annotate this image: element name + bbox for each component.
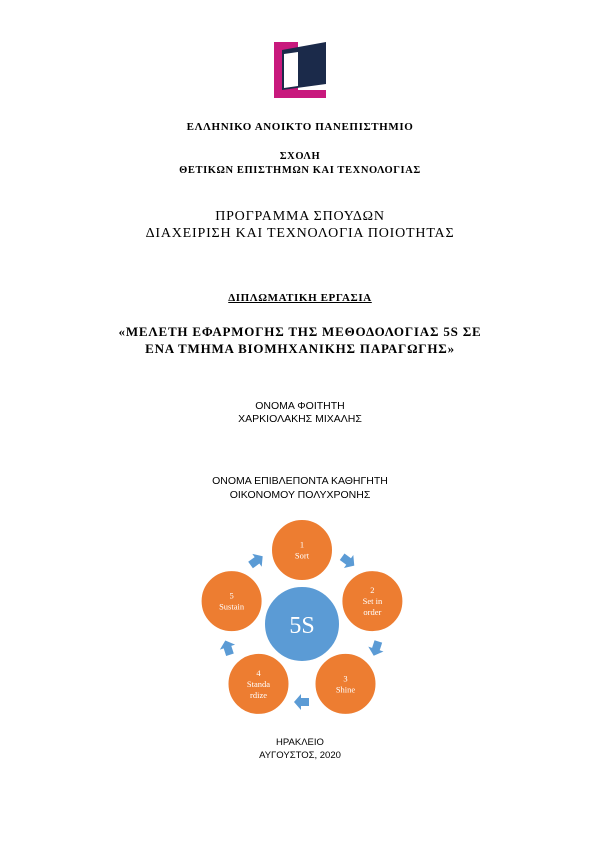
thesis-title-line1: «ΜΕΛΕΤΗ ΕΦΑΡΜΟΓΗΣ ΤΗΣ ΜΕΘΟΔΟΛΟΓΙΑΣ 5S ΣΕ (118, 324, 482, 339)
cycle-arrow-1 (337, 550, 359, 572)
student-name: ΧΑΡΚΙΟΛΑΚΗΣ ΜΙΧΑΛΗΣ (238, 413, 362, 425)
step-label-4-line-2: rdize (250, 689, 267, 700)
step-label-1-line-1: Sort (294, 550, 310, 561)
step-label-4-line-1: Standa (246, 678, 271, 689)
step-label-3-line-1: Shine (335, 684, 356, 695)
thesis-label: ΔΙΠΛΩΜΑΤΙΚΗ ΕΡΓΑΣΙΑ (228, 292, 372, 304)
school-name: ΘΕΤΙΚΩΝ ΕΠΙΣΤΗΜΩΝ ΚΑΙ ΤΕΧΝΟΛΟΓΙΑΣ (179, 165, 421, 176)
university-logo (270, 40, 330, 100)
step-number-2: 2 (370, 585, 375, 596)
logo-white-fold (284, 52, 298, 88)
step-label-5-line-1: Sustain (219, 601, 245, 612)
step-number-3: 3 (343, 673, 348, 684)
step-number-4: 4 (256, 667, 261, 678)
cycle-arrow-3 (294, 694, 309, 710)
cycle-arrow-4 (218, 638, 238, 657)
step-label-2-line-1: Set in (362, 596, 383, 607)
cycle-arrow-2 (366, 639, 386, 658)
supervisor-label: ΟΝΟΜΑ ΕΠΙΒΛΕΠΟΝΤΑ ΚΑΘΗΓΗΤΗ (212, 475, 388, 487)
university-name: ΕΛΛΗΝΙΚΟ ΑΝΟΙΚΤΟ ΠΑΝΕΠΙΣΤΗΜΙΟ (186, 121, 414, 133)
center-label: 5S (289, 613, 315, 639)
cycle-arrow-5 (246, 550, 268, 572)
step-label-2-line-2: order (363, 607, 382, 618)
step-number-5: 5 (229, 590, 234, 601)
student-label: ΟΝΟΜΑ ΦΟΙΤΗΤΗ (255, 400, 345, 412)
supervisor-name: ΟΙΚΟΝΟΜΟΥ ΠΟΛΥΧΡΟΝΗΣ (229, 489, 371, 501)
program-label: ΠΡΟΓΡΑΜΜΑ ΣΠΟΥΔΩΝ (215, 209, 385, 224)
program-name: ΔΙΑΧΕΙΡΙΣΗ ΚΑΙ ΤΕΧΝΟΛΟΓΙΑ ΠΟΙΟΤΗΤΑΣ (145, 226, 455, 241)
thesis-title-line2: ΕΝΑ ΤΜΗΜΑ ΒΙΟΜΗΧΑΝΙΚΗΣ ΠΑΡΑΓΩΓΗΣ» (145, 341, 455, 356)
step-number-1: 1 (299, 539, 305, 550)
city: ΗΡΑΚΛΕΙΟ (276, 737, 324, 748)
date: ΑΥΓΟΥΣΤΟΣ, 2020 (259, 750, 341, 761)
school-label: ΣΧΟΛΗ (279, 151, 321, 162)
5s-cycle-diagram (195, 512, 410, 727)
